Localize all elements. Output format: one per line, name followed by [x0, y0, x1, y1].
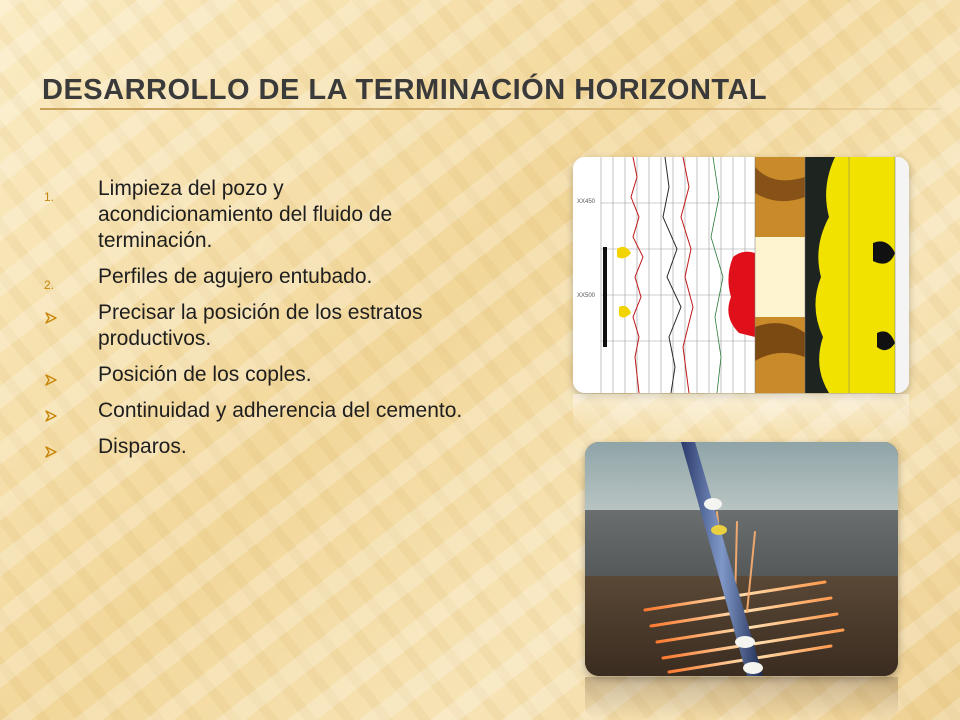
bullet-list [44, 176, 464, 470]
perforation-graphic [585, 442, 898, 676]
bullet-text: Perfiles de agujero entubado. [98, 265, 373, 288]
bullet-text: Precisar la posición de los estratos productivos. [98, 301, 423, 350]
arrow-bullet-icon [44, 368, 58, 382]
bullet-text: Posición de los coples. [98, 363, 312, 386]
image-reflection [573, 394, 909, 434]
slide-title: DESARROLLO DE LA TERMINACIÓN HORIZONTAL [42, 74, 768, 106]
arrow-bullet-icon [44, 404, 58, 418]
bullet-item-6 [44, 434, 464, 460]
well-log-graphic [573, 157, 909, 393]
bullet-text: Continuidad y adherencia del cemento. [98, 399, 463, 422]
depth-label: XX450 [577, 199, 596, 205]
bullet-text: Disparos. [98, 435, 187, 458]
bullet-item-5 [44, 398, 464, 424]
bullet-number: 1. [44, 190, 55, 204]
bullet-text: Limpieza del pozo y acondicionamiento del fluido de terminación. [98, 177, 393, 252]
bullet-item-4 [44, 362, 464, 388]
arrow-bullet-icon [44, 440, 58, 454]
depth-label: XX500 [577, 293, 596, 299]
bullet-item-3 [44, 300, 464, 352]
perforation-image [585, 442, 898, 676]
bullet-number: 2. [44, 278, 55, 292]
well-log-image [573, 157, 909, 393]
bullet-item-2 [44, 264, 464, 290]
bullet-item-1 [44, 176, 464, 254]
arrow-bullet-icon [44, 306, 58, 320]
image-reflection [585, 677, 898, 720]
title-underline [40, 108, 940, 110]
